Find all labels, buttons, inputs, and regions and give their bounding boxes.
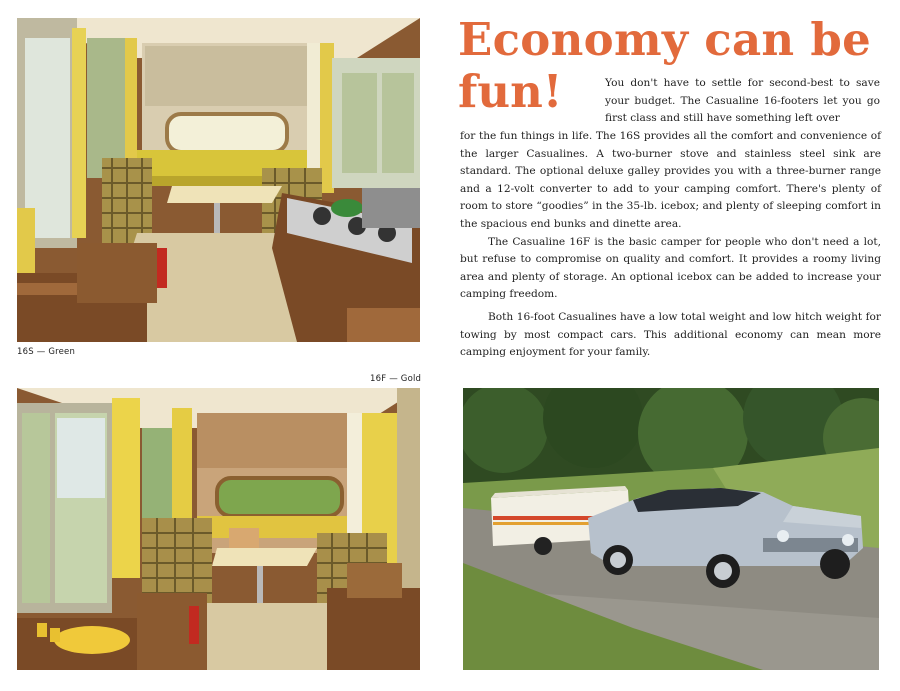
body-copy <box>460 128 881 362</box>
headline-line-2: fun! <box>458 65 563 118</box>
photo-car-illustration <box>463 388 879 670</box>
photo-16f-illustration <box>17 388 420 670</box>
photo-car-towing-camper <box>463 388 879 670</box>
paragraph-2: The Casualine 16F is the basic camper for people who don't need a lot, but refuse to compromise on quality and comfort. It provides a roomy living area and plenty of storage. An optional icebox can be added to increase your camping freedom. <box>460 235 881 301</box>
lead-text: You don't have to settle for second-best to save your budget. The Casualine 16-footers let you go first class and still have something left over <box>605 77 880 125</box>
caption-16f: 16F — Gold <box>370 374 422 384</box>
caption-16s: 16S — Green <box>17 347 76 357</box>
paragraph-1-continuation: for the fun things in life. The 16S provides all the comfort and convenience of the larger Casualines. A two-burner stove and stainless steel sink are standard. The optional deluxe galley provides you with a three-burner range and a 12-volt converter to add to your camping comfort. There's plenty of room to store “goodies” in the 35-lb. icebox; and plenty of sleeping comfort in the spacious end bunks and dinette area. <box>460 130 881 230</box>
lead-paragraph <box>605 75 880 128</box>
photo-16s-illustration <box>17 18 420 342</box>
photo-16f-interior <box>17 388 420 670</box>
paragraph-3: Both 16-foot Casualines have a low total weight and low hitch weight for towing by most compact cars. This additional economy can mean more camping enjoyment for your family. <box>460 310 881 359</box>
headline-line-1: Economy can be <box>458 13 872 66</box>
photo-16s-interior <box>17 18 420 342</box>
